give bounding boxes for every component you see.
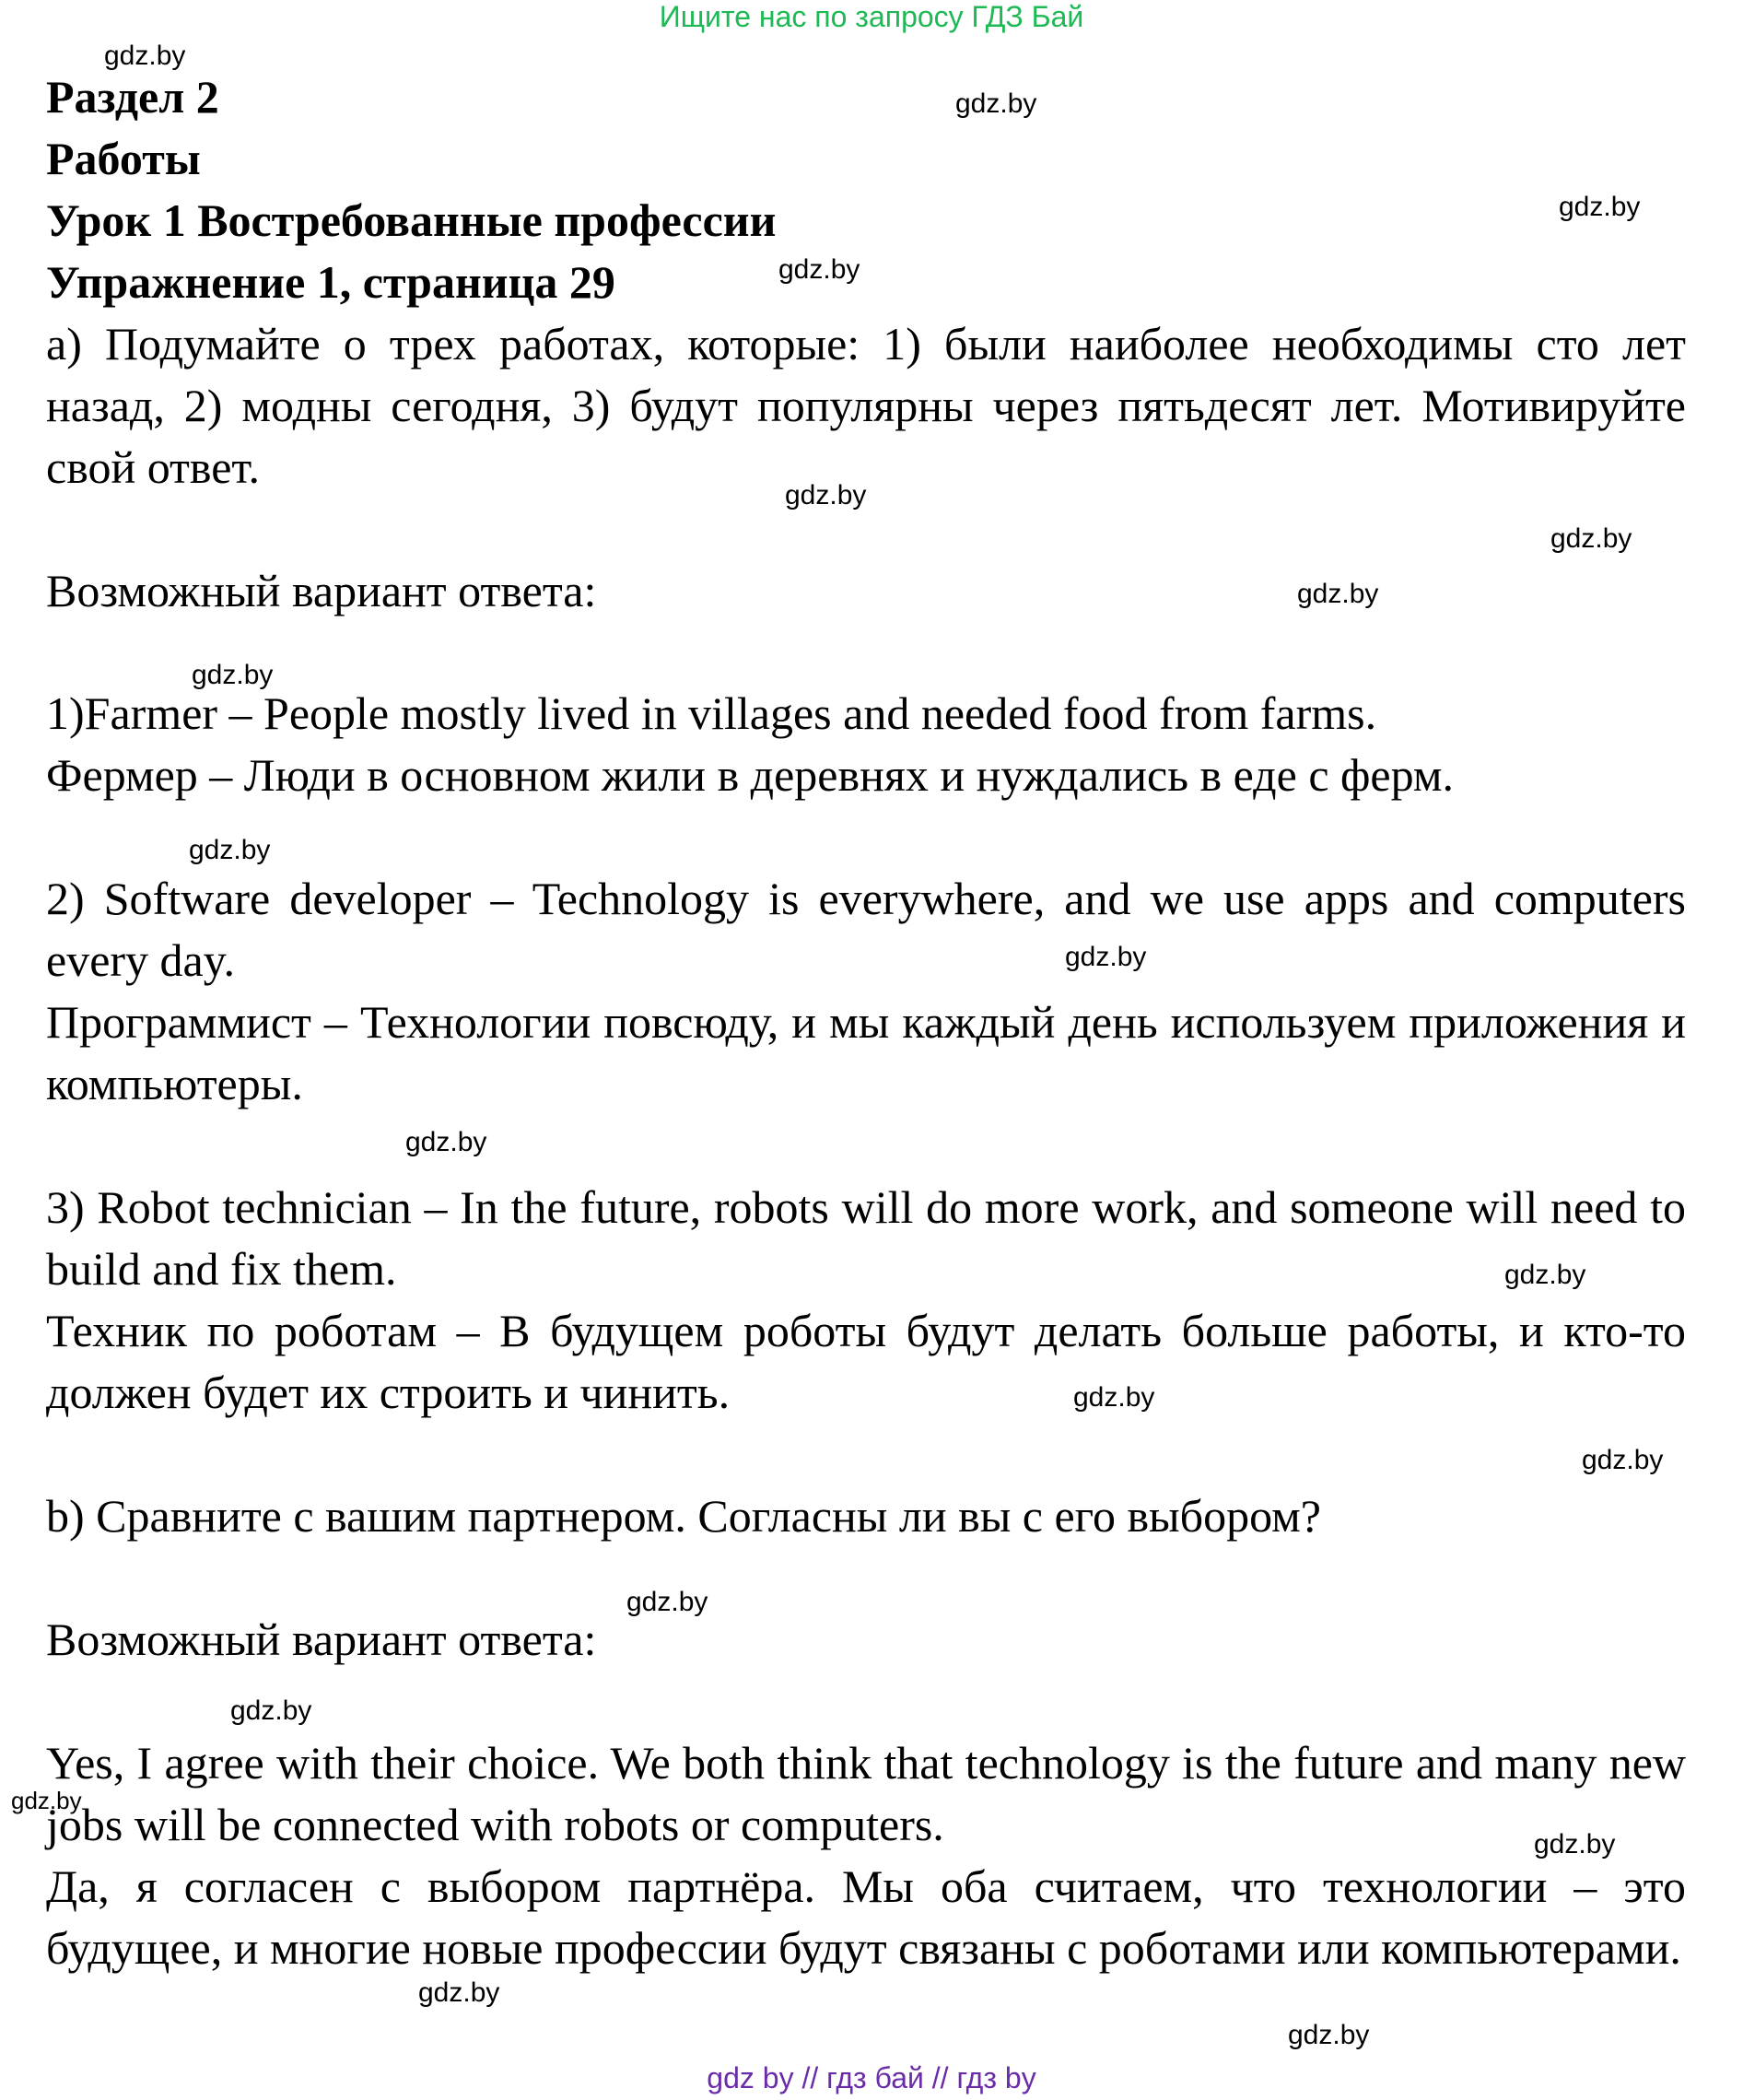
answer-1-ru: Фермер – Люди в основном жили в деревнях и нуждались в еде с ферм.: [46, 749, 1454, 801]
watermark: gdz.by: [1559, 192, 1641, 222]
document-body: [46, 66, 1686, 1979]
section-title: Работы: [46, 133, 201, 184]
task-b-text: b) Сравните с вашим партнером. Согласны ли вы с его выбором?: [46, 1490, 1321, 1542]
footer-links: gdz by // гдз бай // гдз by: [707, 2061, 1036, 2094]
answer-1-en: 1)Farmer – People mostly lived in villages and needed food from farms.: [46, 687, 1377, 739]
answer-2-ru: Программист – Технологии повсюду, и мы каждый день используем приложения и компьютеры.: [46, 996, 1686, 1109]
watermark: gdz.by: [1288, 2020, 1370, 2050]
answer-b-en: Yes, I agree with their choice. We both think that technology is the future and many new jobs will be connected with robots or computers.: [46, 1737, 1686, 1850]
answer-label-a: Возможный вариант ответа:: [46, 565, 597, 616]
watermark: gdz.by: [778, 254, 860, 285]
watermark: gdz.by: [192, 660, 274, 690]
watermark: gdz.by: [1534, 1829, 1616, 1859]
answer-2-en: 2) Software developer – Technology is everywhere, and we use apps and computers every day.: [46, 873, 1686, 986]
watermark: gdz.by: [955, 88, 1037, 119]
watermark: gdz.by: [785, 480, 867, 510]
section-heading: Раздел 2: [46, 71, 219, 123]
answer-3-ru: Техник по роботам – В будущем роботы будут делать больше работы, и кто-то должен будет их строить и чинить.: [46, 1305, 1686, 1418]
watermark: gdz.by: [1582, 1445, 1664, 1475]
watermark: gdz.by: [104, 41, 186, 71]
top-banner: Ищите нас по запросу ГДЗ Бай: [659, 0, 1084, 33]
watermark: gdz.by: [626, 1587, 708, 1617]
watermark: gdz.by: [1297, 579, 1379, 609]
watermark: gdz.by: [405, 1127, 487, 1157]
watermark: gdz.by: [1073, 1382, 1155, 1413]
lesson-title: Урок 1 Востребованные профессии: [46, 194, 777, 246]
watermark: gdz.by: [418, 1977, 500, 2008]
answer-3-en: 3) Robot technician – In the future, robots will do more work, and someone will need to build and fix them.: [46, 1181, 1686, 1295]
answer-b-ru: Да, я согласен с выбором партнёра. Мы оба считаем, что технологии – это будущее, и многие новые профессии будут связаны с роботами или компьютерами.: [46, 1860, 1686, 1974]
watermark: gdz.by: [1065, 942, 1147, 972]
answer-label-b: Возможный вариант ответа:: [46, 1613, 597, 1665]
watermark: gdz.by: [1504, 1260, 1586, 1290]
watermark: gdz.by: [1550, 523, 1632, 554]
watermark: gdz.by: [230, 1695, 312, 1726]
watermark: gdz.by: [189, 835, 271, 865]
watermark: gdz.by: [11, 1787, 82, 1814]
exercise-title: Упражнение 1, страница 29: [46, 256, 615, 308]
task-a-text: а) Подумайте о трех работах, которые: 1) были наиболее необходимы сто лет назад, 2) модны сегодня, 3) будут популярны через пятьдесят лет. Мотивируйте свой ответ.: [46, 318, 1686, 493]
